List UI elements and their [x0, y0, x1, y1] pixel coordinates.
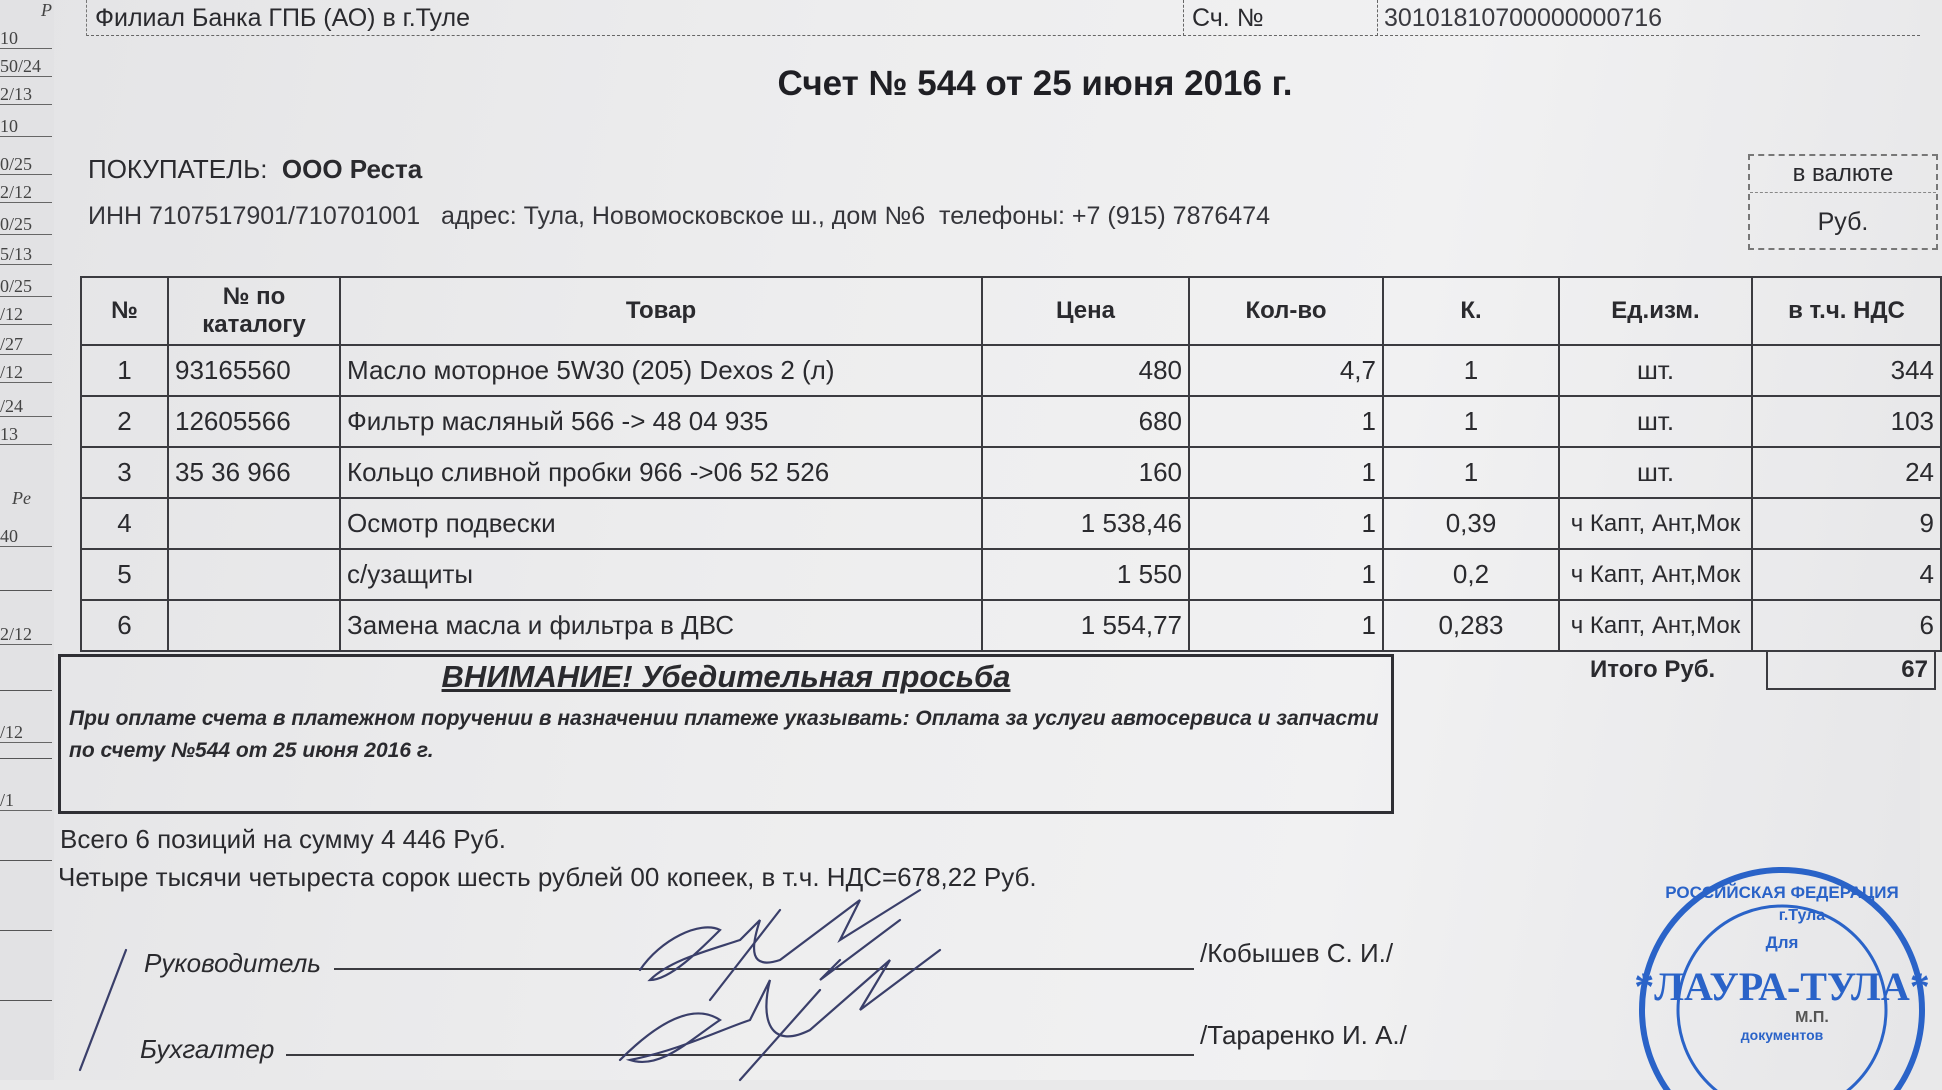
margin-text: 50/24 — [0, 56, 52, 77]
header-catalog: № по каталогу — [168, 277, 340, 345]
margin-text: /24 — [0, 396, 52, 417]
margin-text: /12 — [0, 304, 52, 325]
total-value: 67 — [1766, 650, 1936, 690]
header-item: Товар — [340, 277, 982, 345]
margin-text: 2/13 — [0, 84, 52, 105]
table-row — [81, 396, 1941, 447]
total-label: Итого Руб. — [1590, 656, 1716, 683]
accountant-name: /Тараренко И. А./ — [1200, 1020, 1407, 1050]
table-row — [81, 345, 1941, 396]
margin-text: 5/13 — [0, 244, 52, 265]
bank-name: Филиал Банка ГПБ (АО) в г.Туле — [86, 0, 1181, 36]
cell-number: 1 — [81, 345, 168, 396]
cell-unit: ч Капт, Ант,Мок — [1559, 600, 1752, 651]
cell-item: Масло моторное 5W30 (205) Dexos 2 (л) — [340, 345, 982, 396]
company-stamp — [1632, 860, 1932, 1090]
cell-k: 1 — [1383, 345, 1559, 396]
invoice-title: Счет № 544 от 25 июня 2016 г. — [777, 64, 1293, 103]
cell-k: 1 — [1383, 396, 1559, 447]
cell-unit: шт. — [1559, 396, 1752, 447]
cell-unit: шт. — [1559, 447, 1752, 498]
cell-vat: 6 — [1752, 600, 1941, 651]
cell-number: 4 — [81, 498, 168, 549]
summary-words: Четыре тысячи четыреста сорок шесть рублей 00 копеек, в т.ч. НДС=678,22 Руб. — [58, 862, 1037, 892]
buyer-name: ООО Реста — [281, 154, 423, 184]
director-label: Руководитель — [144, 948, 321, 978]
margin-text: 0/25 — [0, 214, 52, 235]
margin-text: 13 — [0, 424, 52, 445]
margin-text: /12 — [0, 362, 52, 383]
margin-text: 2/12 — [0, 182, 52, 203]
margin-text: 2/12 — [0, 624, 52, 645]
margin-text: 10 — [0, 116, 52, 137]
cell-qty: 1 — [1189, 498, 1383, 549]
table-row — [81, 549, 1941, 600]
cell-qty: 4,7 — [1189, 345, 1383, 396]
cell-price: 160 — [982, 447, 1189, 498]
cell-price: 1 538,46 — [982, 498, 1189, 549]
cell-qty: 1 — [1189, 396, 1383, 447]
cell-qty: 1 — [1189, 447, 1383, 498]
margin-text: 10 — [0, 28, 52, 49]
cell-vat: 4 — [1752, 549, 1941, 600]
cell-number: 5 — [81, 549, 168, 600]
stamp-text-top: РОССИЙСКАЯ ФЕДЕРАЦИЯ — [1665, 883, 1899, 902]
margin-text: 0/25 — [0, 154, 52, 175]
currency-label: в валюте — [1750, 156, 1936, 193]
stamp-company: *ЛАУРА-ТУЛА* — [1634, 964, 1930, 1009]
margin-text: P — [41, 0, 52, 20]
margin-rule — [0, 860, 52, 861]
cell-catalog: 93165560 — [168, 345, 340, 396]
cell-vat: 9 — [1752, 498, 1941, 549]
cell-price: 1 550 — [982, 549, 1189, 600]
currency-value: Руб. — [1817, 208, 1869, 236]
currency-box — [1748, 154, 1938, 250]
cell-unit: ч Капт, Ант,Мок — [1559, 498, 1752, 549]
cell-k: 0,39 — [1383, 498, 1559, 549]
stamp-city: г.Тула — [1778, 907, 1826, 924]
header-vat: в т.ч. НДС — [1752, 277, 1941, 345]
cell-item: Фильтр масляный 566 -> 48 04 935 — [340, 396, 982, 447]
cell-number: 2 — [81, 396, 168, 447]
cell-k: 0,2 — [1383, 549, 1559, 600]
margin-rule — [0, 758, 52, 759]
margin-rule — [0, 590, 52, 591]
payment-notice — [58, 654, 1394, 814]
cell-catalog: 35 36 966 — [168, 447, 340, 498]
header-qty: Кол-во — [1189, 277, 1383, 345]
cell-price: 680 — [982, 396, 1189, 447]
cell-unit: ч Капт, Ант,Мок — [1559, 549, 1752, 600]
buyer-label: ПОКУПАТЕЛЬ: — [88, 154, 268, 184]
margin-rule — [0, 930, 52, 931]
header-unit: Ед.изм. — [1559, 277, 1752, 345]
cell-vat: 103 — [1752, 396, 1941, 447]
cell-qty: 1 — [1189, 549, 1383, 600]
margin-text: /1 — [0, 790, 52, 811]
notice-heading: ВНИМАНИЕ! Убедительная просьба — [441, 659, 1011, 694]
accountant-label: Бухгалтер — [140, 1034, 275, 1064]
cell-k: 1 — [1383, 447, 1559, 498]
margin-text: 40 — [0, 526, 52, 547]
stamp-docs: документов — [1740, 1027, 1824, 1043]
handwritten-signatures — [60, 880, 960, 1080]
table-header-row — [81, 277, 1941, 345]
cell-catalog — [168, 549, 340, 600]
table-row — [81, 600, 1941, 651]
margin-rule — [0, 1000, 52, 1001]
stamp-mp: М.П. — [1795, 1009, 1829, 1026]
margin-text: 0/25 — [0, 276, 52, 297]
director-name: /Кобышев С. И./ — [1200, 938, 1394, 968]
table-row — [81, 498, 1941, 549]
cell-unit: шт. — [1559, 345, 1752, 396]
cell-catalog: 12605566 — [168, 396, 340, 447]
underlying-sheet-margin — [0, 0, 54, 1080]
buyer-line — [88, 154, 422, 185]
buyer-details: ИНН 7107517901/710701001 адрес: Тула, Новомосковское ш., дом №6 телефоны: +7 (915) 7876474 — [88, 202, 1271, 230]
summary-count: Всего 6 позиций на сумму 4 446 Руб. — [60, 824, 506, 854]
cell-item: Кольцо сливной пробки 966 ->06 52 526 — [340, 447, 982, 498]
cell-price: 1 554,77 — [982, 600, 1189, 651]
table-row — [81, 447, 1941, 498]
header-price: Цена — [982, 277, 1189, 345]
cell-price: 480 — [982, 345, 1189, 396]
header-k: К. — [1383, 277, 1559, 345]
account-number: 30101810700000000716 — [1380, 0, 1920, 36]
margin-text: /12 — [0, 722, 52, 743]
cell-catalog — [168, 498, 340, 549]
margin-rule — [0, 690, 52, 691]
margin-text: Pe — [12, 488, 31, 508]
notice-text: При оплате счета в платежном поручении в назначении платеже указывать: Оплата за услуги автосервиса и запчасти по счету №544 от 25 июня 2016 г. — [69, 707, 1379, 762]
cell-item: Замена масла и фильтра в ДВС — [340, 600, 982, 651]
cell-number: 3 — [81, 447, 168, 498]
cell-item: с/узащиты — [340, 549, 982, 600]
items-table — [80, 276, 1942, 652]
account-label: Сч. № — [1183, 0, 1378, 36]
margin-text: /27 — [0, 334, 52, 355]
stamp-for: Для — [1765, 933, 1799, 952]
cell-vat: 24 — [1752, 447, 1941, 498]
cell-k: 0,283 — [1383, 600, 1559, 651]
cell-vat: 344 — [1752, 345, 1941, 396]
cell-number: 6 — [81, 600, 168, 651]
cell-catalog — [168, 600, 340, 651]
cell-qty: 1 — [1189, 600, 1383, 651]
cell-item: Осмотр подвески — [340, 498, 982, 549]
header-number: № — [81, 277, 168, 345]
